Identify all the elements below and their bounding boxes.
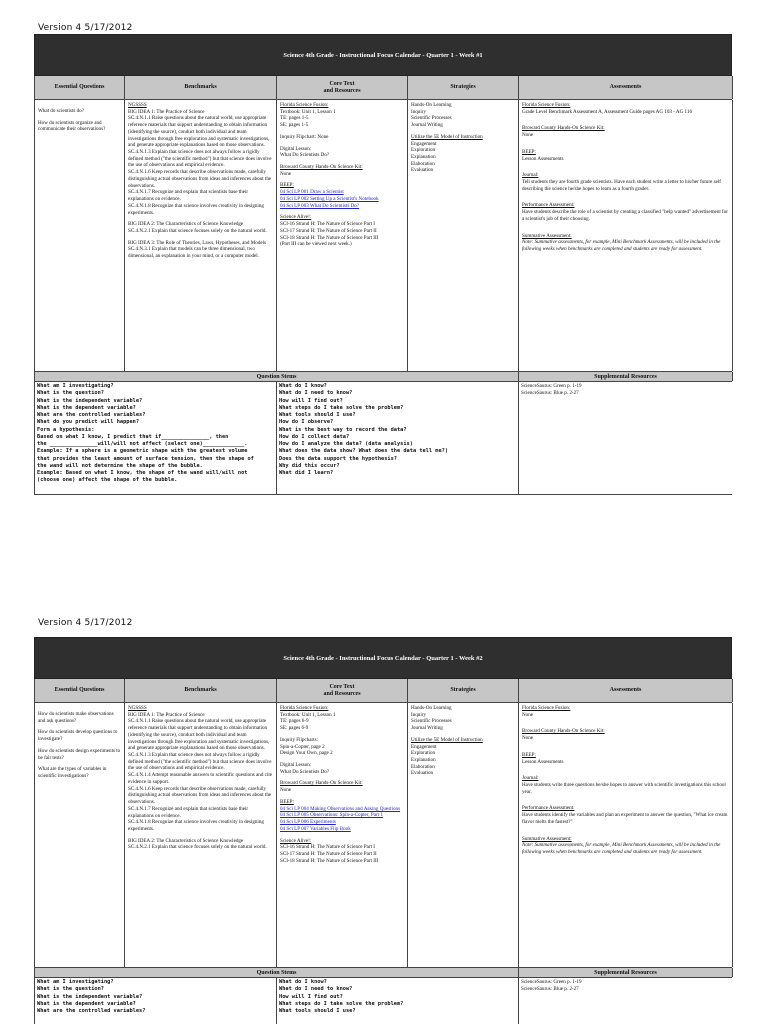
flipchart-line: Inquiry Flipcharts: [280,736,319,743]
performance-heading: Performance Assessment: [522,805,575,812]
fusion-line: TE: pages 6-9 [280,718,309,725]
flipchart-item: Spin-a-Copter, page 2 [280,743,325,750]
alive-item: SCI-18 Strand H: The Nature of Science Part III [280,857,379,864]
stem-line: What is the best way to record the data? [279,426,407,433]
question-stems-header: Question Stems [35,968,519,977]
stems-left-cell [35,382,277,494]
benchmark-line: SC.4.N.1.1 Raise questions about the natural world, use appropriate reference materials that support understanding to obtain information (identifying the source), conduct both individual and team investigations through free exploration and systematic investigations, and generate appropriate explanations based on those observations. [128,115,270,149]
stem-line: What did I learn? [279,470,334,476]
stems-header-row [34,372,732,382]
benchmark-line: BIG IDEA 3: The Role of Theories, Laws, Hypotheses, and Models [128,239,267,246]
kit-heading: Broward County Hands-On Science Kit: [280,164,363,171]
journal-heading: Journal: [522,172,539,179]
column-headers [34,679,732,703]
alive-item: SCI-17 Strand H: The Nature of Science Part II [280,227,377,234]
fusion-line: TE: pages 1-5 [280,115,309,122]
fusion-heading: Florida Science Fusion: [280,102,329,108]
stems-right-cell [277,978,519,1024]
stem-line: (choose one) affect the shape of the bubble. [37,477,178,484]
model-heading: Utilize the 5E Model of Instruction [411,133,483,140]
model-item: Explanation [411,154,436,161]
stem-line: the _______________will/will not affect (select one)_____________. [37,441,248,447]
flipchart-item: Design Your Own, page 2 [280,750,333,757]
content-row [34,100,732,372]
stems-right-cell [277,382,519,494]
assess-beep-text: Lesson Assessments [522,758,564,765]
assess-kit-text: None [522,735,534,742]
benchmark-line: BIG IDEA 1: The Practice of Science [128,108,205,115]
stem-line: Example: If a sphere is a geometric shape with the greatest volume [37,448,248,455]
header-benchmarks: Benchmarks [125,76,277,99]
stem-line: What are the controlled variables? [37,412,146,418]
stem-line: the wand will not determine the shape of the bubble. [37,462,203,469]
week-1-calendar [34,34,732,495]
stem-line: What am I investigating? [37,383,114,389]
stem-line: How will I find out? [279,993,343,1000]
benchmark-line: SC.4.N.3.1 Explain that models can be three dimensional, two dimensional, an explanation in your mind, or a computer model. [128,246,259,260]
benchmarks-cell [125,100,277,371]
stem-line: What is the independent variable? [37,397,143,404]
header-assessments: Assessments [519,679,733,702]
benchmark-line: SC.4.N.1.1 Raise questions about the natural world, use appropriate reference materials that support understanding to obtain information (identifying the source), conduct both individual and team investigations through free exploration and systematic investigations, and generate appropriate explanations based on those observations. [128,718,270,752]
stem-line: What tools should I use? [279,1008,356,1014]
stem-line: What is the independent variable? [37,993,143,1000]
stem-line: What is the question? [37,986,104,993]
header-essential-questions: Essential Questions [35,76,125,99]
supplemental-item: ScienceSaurus: Green p. 1-19 [521,979,582,985]
stem-line: How do I collect data? [279,433,350,440]
stem-line: Why did this occur? [279,462,340,469]
header-essential-questions: Essential Questions [35,679,125,702]
strategy-item: Hands-On Learning [411,705,452,711]
essential-question: What do scientists do? [38,108,84,114]
stem-line: How do I observe? [279,419,334,426]
assessments-cell [519,100,733,371]
journal-heading: Journal: [522,775,539,782]
assess-fusion-text: None [522,711,534,718]
core-text-cell [277,100,408,371]
assess-beep-text: Lesson Assessments [522,155,564,162]
supplemental-header: Supplemental Resources [519,372,733,381]
beep-link[interactable]: 04 Sci LP 001 Draw a Scientist [280,189,344,196]
supplemental-cell [519,382,732,494]
benchmark-line: SC.4.N.1.8 Recognize that science involves creativity in designing experiments. [128,819,264,832]
benchmark-line: SC.4.N.1.3 Explain that science does not always follow a rigidly defined method ("the scientific method") but that science does involve the use of observations and empirical evidence. [128,752,272,772]
summative-text: Note: Summative assessments, for example, Mini Benchmark Assessments, will be included in the following weeks when benchmarks are completed and students are ready for assessment. [522,239,721,253]
stem-line: What do I need to know? [279,390,353,397]
strategy-item: Inquiry [411,711,426,718]
stem-line: How do I analyze the data? (data analysis) [279,441,413,447]
journal-text: Tell students they are fourth grade scientists. Have each student write a letter to his/her future self describing the science he/she hopes to learn as a fourth grader. [522,179,721,192]
calendar-title: Science 4th Grade - Instructional Focus Calendar - Quarter 1 - Week #1 [34,34,732,76]
model-item: Engagement [411,743,437,750]
essential-question: What are the types of variables in scientific investigations? [38,766,107,780]
strategy-item: Scientific Processes [411,718,452,725]
strategy-item: Inquiry [411,108,426,115]
stems-left-cell [35,978,277,1024]
beep-link[interactable]: 04 Sci LP 005 Observations: Spin-a-Copter, Part 1 [280,812,383,819]
header-core-text: Core Text and Resources [277,679,408,702]
stem-line: Based on what I know, I predict that if_______________, then [37,433,229,440]
stem-line: What do I know? [279,383,327,389]
assess-fusion-heading: Florida Science Fusion: [522,705,571,711]
model-item: Evaluation [411,770,434,777]
alive-item: SCI-17 Strand H: The Nature of Science Part II [280,850,377,857]
benchmark-line: SC.4.N.1.6 Keep records that describe observations made, carefully distinguishing actual observations from ideas and inferences about the observations. [128,169,272,189]
kit-value: None [280,787,292,794]
benchmark-line: SC.4.N.2.1 Explain that science focuses solely on the natural world. [128,227,267,234]
supplemental-item: ScienceSaurus: Blue p. 2-27 [521,985,579,992]
benchmark-line: SC.4.N.1.6 Keep records that describe observations made, carefully distinguishing actual observations from ideas and inferences about the observations. [128,785,272,806]
assess-beep-heading: BEEP: [522,751,536,758]
stems-row [34,978,732,1024]
essential-questions-cell [35,703,125,967]
version-label: Version 4 5/17/2012 [38,618,133,628]
model-item: Elaboration [411,160,435,167]
benchmark-line: SC.4.N.2.1 Explain that science focuses solely on the natural world. [128,844,267,851]
alive-item: SCI-16 Strand H: The Nature of Science Part I [280,844,375,851]
alive-heading: Science Alive!: [280,837,312,844]
beep-heading: BEEP: [280,798,294,805]
core-text-cell [277,703,408,967]
performance-text: Have students identify the variables and plan an experiment to answer the question, "What ice cream flavor melts the fastest?" [522,812,728,825]
content-row [34,703,732,968]
journal-text: Have students write three questions he/she hopes to answer with scientific investigations this school year. [522,782,726,795]
assess-fusion-heading: Florida Science Fusion: [522,102,571,108]
strategy-item: Hands-On Learning [411,102,452,108]
supplemental-cell [519,978,732,1024]
stem-line: What do you predict will happen? [37,419,140,426]
benchmark-line: SC.4.N.1.7 Recognize and explain that scientists base their explanations on evidence. [128,189,249,203]
digital-heading: Digital Lesson: [280,762,312,769]
model-item: Elaboration [411,763,435,770]
stem-line: that provides the least amount of surface tension, then the shape of [37,455,254,462]
stem-line: What is the question? [37,390,104,397]
beep-link[interactable]: 04 Sci LP 007 Variables Flip Book [280,825,351,832]
header-core-text: Core Text and Resources [277,76,408,99]
essential-question: How do scientists design experiments to be fair tests? [38,747,121,761]
fusion-line: Textbook: Unit 1, Lesson 1 [280,711,336,718]
beep-link[interactable]: 04 Sci LP 006 Experiments [280,819,336,826]
stem-line: What does the data show? What does the data tell me?) [279,448,449,455]
fusion-line: SE: pages 1-5 [280,122,309,129]
strategy-item: Journal Writing [411,122,443,129]
supplemental-item: ScienceSaurus: Green p. 1-19 [521,383,582,389]
model-item: Explanation [411,757,436,764]
summative-text: Note: Summative assessments, for example, Mini Benchmark Assessments, will be included in the following weeks when benchmarks are completed and students are ready for assessment. [522,842,721,856]
assess-kit-heading: Broward County Hands-On Science Kit: [522,728,605,735]
benchmark-standard: NGSSSS [128,102,147,108]
beep-link[interactable]: 04 Sci LP 004 Making Observations and Asking Questions [280,805,401,812]
stem-line: What am I investigating? [37,979,114,985]
model-item: Exploration [411,147,436,154]
supplemental-header: Supplemental Resources [519,968,733,977]
beep-link[interactable]: 04 Sci LP 002 Setting Up a Scientist's Notebook [280,195,379,202]
alive-heading: Science Alive!: [280,214,312,221]
kit-value: None [280,170,292,177]
strategies-cell [408,703,519,967]
strategy-item: Journal Writing [411,725,443,732]
stem-line: What are the controlled variables? [37,1008,146,1014]
stem-line: What is the dependent variable? [37,404,136,411]
stem-line: Does the data support the hypothesis? [279,455,397,462]
stem-line: What steps do I take solve the problem? [279,404,404,411]
stem-line: What is the dependent variable? [37,1000,136,1007]
header-strategies: Strategies [408,76,519,99]
model-item: Evaluation [411,167,434,174]
fusion-heading: Florida Science Fusion: [280,705,329,711]
benchmark-line: SC.4.N.1.8 Recognize that science involves creativity in designing experiments. [128,202,264,216]
supplemental-item: ScienceSaurus: Blue p. 2-27 [521,389,579,396]
benchmarks-cell [125,703,277,967]
assess-kit-text: None [522,132,534,139]
benchmark-line: BIG IDEA 1: The Practice of Science [128,711,205,718]
benchmark-standard: NGSSSS [128,705,147,711]
model-item: Exploration [411,750,436,757]
week-2-calendar [34,637,732,1024]
benchmark-line: BIG IDEA 2: The Characteristics of Science Knowledge [128,221,244,228]
fusion-line: Textbook: Unit 1, Lesson 1 [280,108,336,115]
fusion-line: SE: pages 6-9 [280,725,309,732]
header-strategies: Strategies [408,679,519,702]
essential-questions-cell [35,100,125,371]
essential-question: How do scientists develop questions to investigate? [38,729,118,743]
kit-heading: Broward County Hands-On Science Kit: [280,780,363,787]
question-stems-header: Question Stems [35,372,519,381]
assess-kit-heading: Broward County Hands-On Science Kit: [522,125,605,132]
model-heading: Utilize the 5E Model of Instruction [411,736,483,743]
stem-line: Form a hypothesis: [37,426,95,433]
calendar-title: Science 4th Grade - Instructional Focus Calendar - Quarter 1 - Week #2 [34,637,732,679]
version-label: Version 4 5/17/2012 [38,23,133,33]
performance-text: Have students describe the role of a scientist by creating a classified "help wanted" advertisement for a scientist's job of their choosing. [522,209,728,222]
benchmark-line: BIG IDEA 2: The Characteristics of Science Knowledge [128,837,244,844]
stems-row [34,382,732,495]
beep-link[interactable]: 04 Sci LP 003 What Do Scientists Do? [280,202,360,209]
stem-line: What tools should I use? [279,412,356,418]
stem-line: Example: Based on what I know, the shape of the wand will/will not [37,470,248,476]
performance-heading: Performance Assessment: [522,202,575,209]
strategies-cell [408,100,519,371]
essential-question: How do scientists make observations and ask questions? [38,711,114,724]
assess-beep-heading: BEEP: [522,148,536,155]
strategy-item: Scientific Processes [411,115,452,122]
stem-line: What steps do I take solve the problem? [279,1000,404,1007]
benchmark-line: SC.4.N.1.4 Attempt reasonable answers to scientific questions and cite evidence in support. [128,772,273,785]
model-item: Engagement [411,140,437,147]
assessments-cell [519,703,733,967]
summative-heading: Summative Assessment: [522,232,572,239]
stems-header-row [34,968,732,978]
column-headers [34,76,732,100]
alive-item: SCI-18 Strand H: The Nature of Science Part III [280,234,379,241]
assess-fusion-text: Grade Level Benchmark Assessment A, Assessment Guide pages AG 103 - AG 116 [522,108,692,115]
benchmark-line: SC.4.N.1.3 Explain that science does not always follow a rigidly defined method ("the scientific method") but that science does involve the use of observations and empirical evidence. [128,149,272,169]
essential-question: How do scientists organize and communicate their observations? [38,119,106,133]
flipchart-line: Inquiry Flipchart: None [280,133,329,140]
stem-line: How will I find out? [279,397,343,404]
summative-heading: Summative Assessment: [522,835,572,842]
stem-line: What do I know? [279,979,327,985]
stem-line: What do I need to know? [279,986,353,993]
alive-note: (Part III can be viewed next week.) [280,241,352,248]
digital-value: What Do Scientists Do? [280,152,330,159]
header-assessments: Assessments [519,76,733,99]
digital-heading: Digital Lesson: [280,145,312,152]
header-benchmarks: Benchmarks [125,679,277,702]
benchmark-line: SC.4.N.1.7 Recognize and explain that scientists base their explanations on evidence. [128,805,249,819]
beep-heading: BEEP: [280,182,294,189]
digital-value: What Do Scientists Do? [280,768,330,775]
alive-item: SCI-16 Strand H: The Nature of Science Part I [280,221,375,228]
